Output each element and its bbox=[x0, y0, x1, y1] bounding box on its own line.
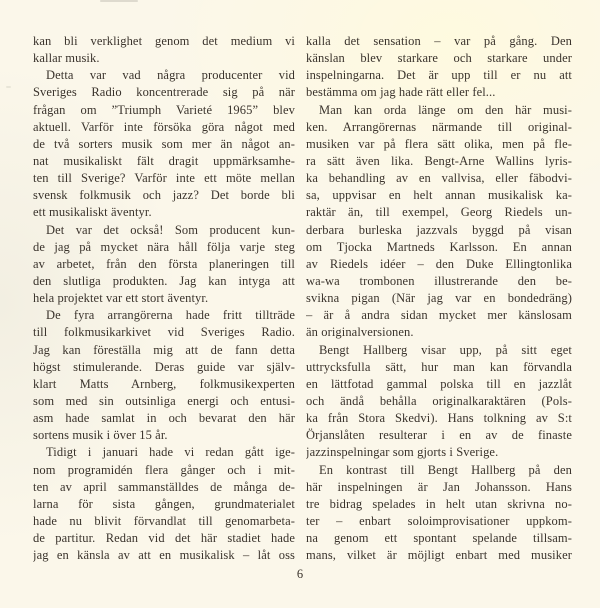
text-line: ett musikaliskt äventyr. bbox=[33, 205, 152, 220]
text-line: raktär än, till exempel, Georg Riedels un- bbox=[306, 205, 572, 220]
text-line: och ändå behålla originalkaraktären (Pols- bbox=[306, 393, 572, 408]
text-line: uttrycksfulla sätt, hur man kan förvandla bbox=[306, 359, 572, 374]
text-line: frågan om ”Triumph Varieté 1965” blev bbox=[33, 102, 295, 117]
text-line: ter – enbart soloimprovisationer uppkom- bbox=[306, 513, 572, 528]
text-line: ten av april sammanställdes de många de- bbox=[33, 479, 295, 494]
text-line: En kontrast till Bengt Hallberg på den bbox=[319, 462, 572, 477]
text-line: De fyra arrangörerna hade fritt tillträde bbox=[46, 308, 295, 323]
text-line: inspelningarna. Det är upp till er nu att bbox=[306, 68, 572, 83]
text-line: derbara burleska jazzvals byggd på visan bbox=[306, 222, 572, 237]
page-number: 6 bbox=[296, 567, 304, 581]
text-line: ka behandling av en vallvisa, eller fäbodvi- bbox=[306, 171, 572, 186]
text-line: hela projektet var ett stort äventyr. bbox=[33, 291, 209, 306]
scan-smudge bbox=[6, 86, 11, 88]
text-line: jazzinspelningar som gjorts i Sverige. bbox=[306, 445, 499, 460]
text-line: Man kan orda länge om den här musi- bbox=[319, 102, 572, 117]
text-line: känslan blev starkare och starkare under bbox=[306, 51, 572, 66]
text-line: Örjanslåten resulterar i en av de finaste bbox=[306, 428, 572, 443]
text-line: om Tjocka Martneds Karlsson. En annan bbox=[306, 239, 572, 254]
text-line: Bengt Hallberg visar upp, på sitt eget bbox=[319, 342, 572, 357]
text-line: sortens musik i över 15 år. bbox=[33, 428, 168, 443]
text-line: mans, vilket är möjligt enbart med musiker bbox=[306, 548, 572, 563]
text-line: de partitur. Redan vid det här stadiet hade bbox=[33, 531, 295, 546]
text-columns bbox=[33, 33, 572, 564]
text-line: aktuell. Varför inte försöka göra något med bbox=[33, 119, 295, 134]
text-line: här inspelningen är Jan Johansson. Hans bbox=[306, 479, 572, 494]
text-line: wa-wa trombonen illustrerande den be- bbox=[306, 273, 572, 288]
text-line: ten till Sverige? Varför inte ett möte mellan bbox=[33, 171, 295, 186]
text-line: svikna pigan (När jag var en bondedräng) bbox=[306, 291, 572, 306]
text-line: bestämma om jag hade rätt eller fel... bbox=[306, 85, 496, 100]
text-line: nom programidén flera gånger och i mit- bbox=[33, 462, 295, 477]
text-line: hade nu blivit förvandlat till genomarbeta- bbox=[33, 513, 295, 528]
text-line: nat musikaliskt fält dragit uppmärksamhe- bbox=[33, 153, 295, 168]
text-line: än originalversionen. bbox=[306, 325, 414, 340]
text-line: av arbetet, från den första planeringen till bbox=[33, 256, 295, 271]
text-line: de jag på mycket nära håll följa varje steg bbox=[33, 239, 295, 254]
text-line: ken. Arrangörernas närmande till original- bbox=[306, 119, 572, 134]
text-line: kallar musik. bbox=[33, 51, 100, 66]
text-line: den slutliga produkten. Jag kan intyga att bbox=[33, 273, 295, 288]
scan-smudge bbox=[100, 0, 138, 2]
text-line: högst stimulerande. Deras guide var själv- bbox=[33, 359, 295, 374]
text-line: kan bli verklighet genom det medium vi bbox=[33, 34, 295, 48]
text-line: till folkmusikarkivet vid Sveriges Radio. bbox=[33, 325, 295, 340]
text-line: de två sorters musik som mer än något an- bbox=[33, 136, 295, 151]
text-line: tre bidrag spelades in helt utan skrivna no- bbox=[306, 496, 572, 511]
text-line: en lättfotad gammal polska till en jazzlåt bbox=[306, 376, 572, 391]
text-line: musiken var på flera sätt olika, men på fle- bbox=[306, 136, 572, 151]
text-line: na genom ett spontant spelande tillsam- bbox=[306, 531, 572, 546]
text-line: som med sin outsinliga energi och entusi- bbox=[33, 393, 295, 408]
text-line: Sveriges Radio koncentrerade sig på när bbox=[33, 85, 295, 100]
text-line: asm hade samlat in och bevarat den här bbox=[33, 411, 295, 426]
text-column-right bbox=[306, 33, 572, 564]
text-line: sa, uppvisar en helt annan musikalisk ka- bbox=[306, 188, 572, 203]
text-line: larna för sista gången, grundmaterialet bbox=[33, 496, 295, 511]
text-line: Det var det också! Som producent kun- bbox=[46, 222, 295, 237]
text-line: – är å andra sidan mycket mer känslosam bbox=[306, 308, 572, 323]
text-line: ra sätt även lika. Bengt-Arne Wallins lyris- bbox=[306, 153, 572, 168]
text-line: svensk folkmusik och jazz? Det borde bli bbox=[33, 188, 295, 203]
text-line: av Riedels idéer – den Duke Ellingtonlika bbox=[306, 256, 572, 271]
text-line: klart Matts Arnberg, folkmusikexperten bbox=[33, 376, 295, 391]
text-line: Detta var vad några producenter vid bbox=[46, 68, 295, 83]
text-line: kalla det sensation – var på gång. Den bbox=[306, 34, 572, 48]
text-column-left bbox=[33, 33, 295, 564]
text-line: jag en känsla av att en musikalisk – låt oss bbox=[33, 548, 295, 563]
text-line: Jag kan föreställa mig att de fann detta bbox=[33, 342, 295, 357]
text-line: ka från Stora Skedvi). Hans tolkning av S:t bbox=[306, 411, 572, 426]
text-line: Tidigt i januari hade vi redan gått ige- bbox=[46, 445, 295, 460]
